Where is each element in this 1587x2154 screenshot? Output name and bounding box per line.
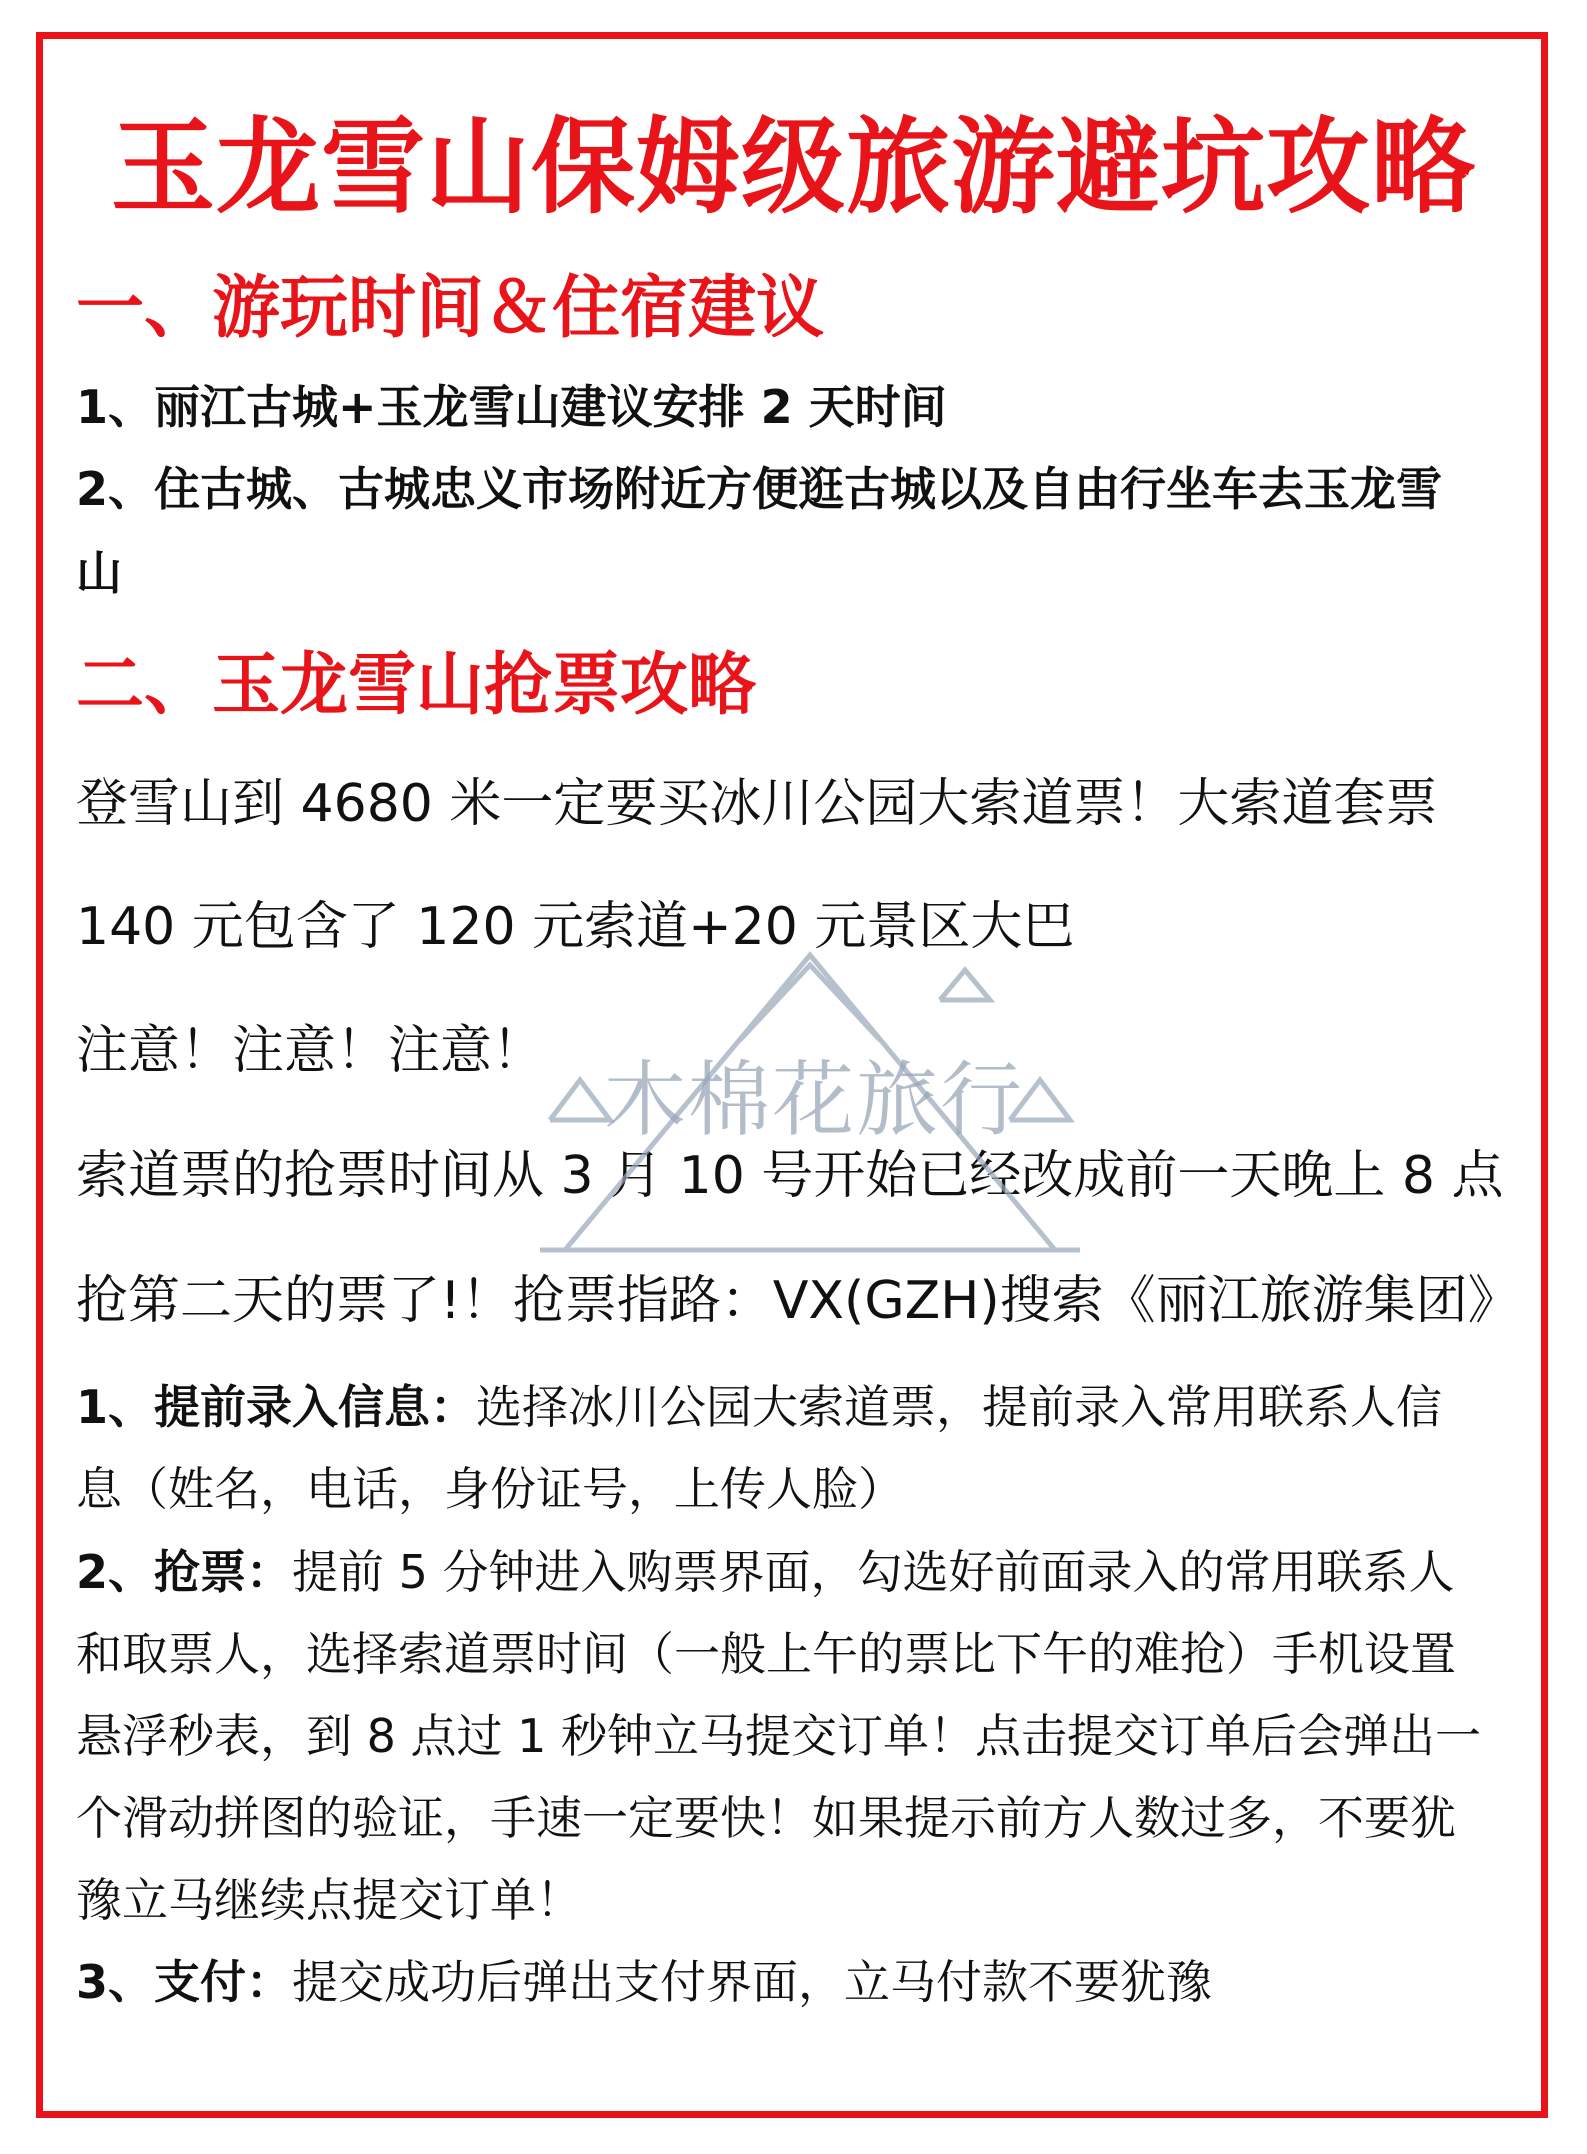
step2-text: 提前 5 分钟进入购票界面，勾选好前面录入的常用联系人 <box>292 1545 1455 1599</box>
step2-line-1 <box>76 1545 1455 1600</box>
section1-item-2: 2、住古城、古城忠义市场附近方便逛古城以及自由行坐车去玉龙雪 <box>76 462 1443 516</box>
page-title: 玉龙雪山保姆级旅游避坑攻略 <box>110 106 1476 228</box>
section1-item-2-cont: 山 <box>76 546 122 600</box>
step2-line-5: 豫立马继续点提交订单！ <box>76 1873 582 1927</box>
step1-text: 选择冰川公园大索道票，提前录入常用联系人信 <box>476 1380 1443 1434</box>
step2-line-3: 悬浮秒表，到 8 点过 1 秒钟立马提交订单！点击提交订单后会弹出一 <box>76 1709 1482 1763</box>
watermark-text: 木棉花旅行 <box>604 1053 1025 1148</box>
intro-line-4: 索道票的抢票时间从 3 月 10 号开始已经改成前一天晚上 8 点 <box>76 1146 1504 1206</box>
step2-line-4: 个滑动拼图的验证，手速一定要快！如果提示前方人数过多，不要犹 <box>76 1791 1456 1845</box>
section1-heading: 一、游玩时间＆住宿建议 <box>76 269 825 348</box>
step3-label: 3、支付： <box>76 1955 293 2009</box>
step3-line-1 <box>76 1955 1212 2010</box>
section2-heading: 二、玉龙雪山抢票攻略 <box>76 646 757 725</box>
intro-line-3: 注意！注意！注意！ <box>76 1021 545 1081</box>
intro-line-5: 抢第二天的票了!！抢票指路：VX(GZH)搜索《丽江旅游集团》 <box>76 1271 1520 1331</box>
step1-line-1 <box>76 1380 1442 1435</box>
intro-line-1: 登雪山到 4680 米一定要买冰川公园大索道票！大索道套票 <box>76 774 1438 834</box>
step1-line-2: 息（姓名，电话，身份证号，上传人脸） <box>76 1462 904 1516</box>
step2-line-2: 和取票人，选择索道票时间（一般上午的票比下午的难抢）手机设置 <box>76 1627 1456 1681</box>
step2-label: 2、抢票： <box>76 1545 293 1599</box>
step3-text: 提交成功后弹出支付界面，立马付款不要犹豫 <box>292 1955 1213 2009</box>
intro-line-2: 140 元包含了 120 元索道+20 元景区大巴 <box>76 897 1075 957</box>
section1-item-1: 1、丽江古城+玉龙雪山建议安排 2 天时间 <box>76 380 947 434</box>
step1-label: 1、提前录入信息： <box>76 1380 477 1434</box>
